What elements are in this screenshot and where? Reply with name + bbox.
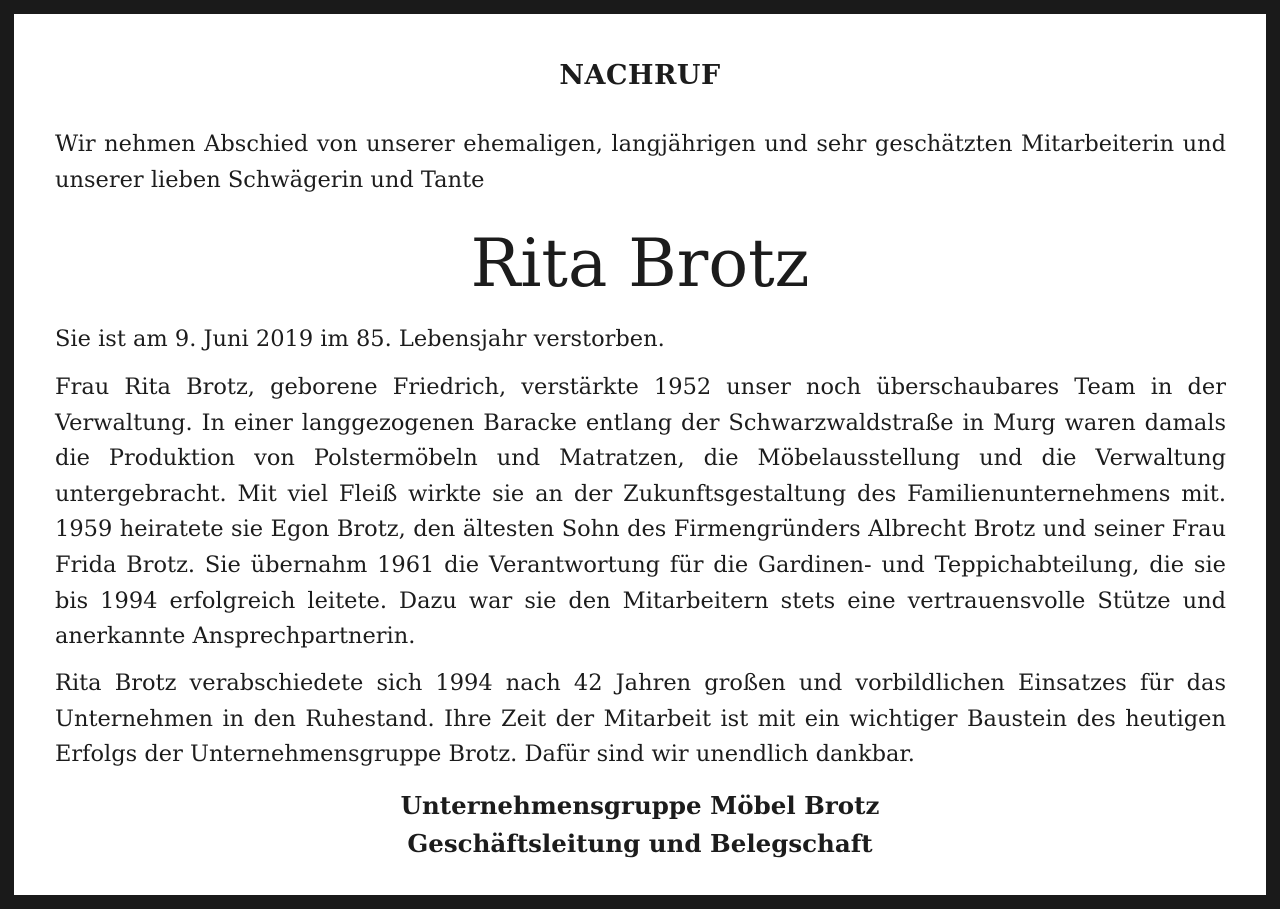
intro-text: Wir nehmen Abschied von unserer ehemaligen, langjährigen und sehr geschätzten Mitarbeiterin und unserer lieben Schwägerin und Tante bbox=[55, 131, 1226, 193]
notice-heading: NACHRUF bbox=[559, 60, 721, 91]
signature-company: Unternehmensgruppe Möbel Brotz bbox=[400, 791, 880, 820]
death-line: Sie ist am 9. Juni 2019 im 85. Lebensjahr verstorben. bbox=[55, 326, 665, 352]
obituary-notice bbox=[14, 14, 1266, 895]
signature-management: Geschäftsleitung und Belegschaft bbox=[407, 829, 873, 858]
biography-paragraph-2: Rita Brotz verabschiedete sich 1994 nach 42 Jahren großen und vorbildlichen Einsatzes für das Unternehmen in den Ruhestand. Ihre Zeit der Mitarbeit ist mit ein wichtiger Baustein des heutigen Erfolgs der Unternehmensgruppe Brotz. Dafür sind wir unendlich dankbar. bbox=[55, 670, 1226, 768]
deceased-name: Rita Brotz bbox=[470, 225, 810, 302]
signature-block bbox=[14, 787, 1266, 863]
biography-paragraph-1: Frau Rita Brotz, geborene Friedrich, verstärkte 1952 unser noch überschaubares Team in der Verwaltung. In einer langgezogenen Baracke entlang der Schwarzwaldstraße in Murg waren damals die Produktion von Polstermöbeln und Matratzen, die Möbelausstellung und die Verwaltung untergebracht. Mit viel Fleiß wirkte sie an der Zukunftsgestaltung des Familienunternehmens mit. 1959 heiratete sie Egon Brotz, den ältesten Sohn des Firmengründers Albrecht Brotz und seiner Frau Frida Brotz. Sie übernahm 1961 die Verantwortung für die Gardinen- und Teppichabteilung, die sie bis 1994 erfolgreich leitete. Dazu war sie den Mitarbeitern stets eine vertrauensvolle Stütze und anerkannte Ansprechpartnerin. bbox=[55, 374, 1226, 650]
